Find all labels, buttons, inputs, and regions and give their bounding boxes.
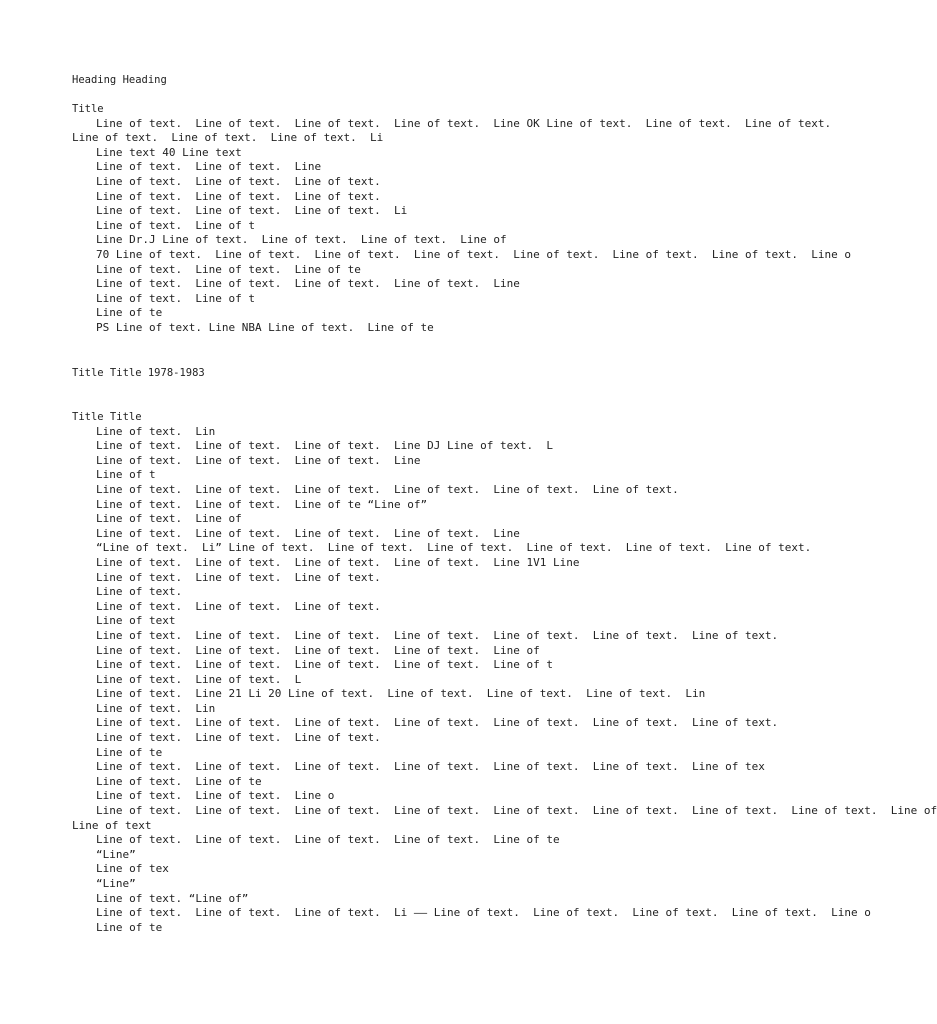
paragraph-line: “Line of text. Li” Line of text. Line of text. Line of text. Line of text. Line of text. Line of text. xyxy=(96,541,812,555)
paragraph-line: Line of text. Line of text. Line o xyxy=(96,789,335,803)
paragraph-line: Line of text. Line 21 Li 20 Line of text. Line of text. Line of text. Line of text. Lin xyxy=(96,687,706,701)
paragraph-line: Line of text. Line of text. Line of text. Line xyxy=(96,453,421,467)
paragraph-line: Line of text xyxy=(96,614,176,628)
paragraph-line: Line of text. Line of text. Line of text. Line of text. Line of text. Line of text. Line of text. xyxy=(96,628,779,642)
paragraph-line: Line of text. Line of t xyxy=(96,218,255,232)
paragraph-line: Line of text. Line of text. Line of text. Li xyxy=(72,131,384,145)
section-3-title: Title Title xyxy=(72,411,142,423)
paragraph-line: Line of text. Line of text. Line of text. Line of text. Line of xyxy=(96,643,540,657)
section-1-title: Title xyxy=(72,103,104,115)
paragraph-line: Line of text. Line of text. Line of text. Line of text. Line xyxy=(96,526,520,540)
paragraph-line: Line of text. Line of text. Line of te “Line of” xyxy=(96,497,428,511)
section-2-title: Title Title 1978-1983 xyxy=(72,367,205,379)
paragraph-line: Line of text. Line of text. L xyxy=(96,672,302,686)
paragraph-line: Line of text. Line of text. Line of text. Line of text. Line OK Line of text. Line of text. Line of text. xyxy=(96,116,832,130)
section-3 xyxy=(0,410,937,935)
paragraph-line: Line of te xyxy=(96,920,163,934)
paragraph-line: Line Dr.J Line of text. Line of text. Line of text. Line of xyxy=(96,233,507,247)
paragraph-line: Line of te xyxy=(96,306,163,320)
paragraph-line: Line of text. Line of text. Line of text. xyxy=(96,731,381,745)
section-2 xyxy=(0,366,768,381)
paragraph-line: Line of text. Line of text. Line of text. Line of text. Line of text. Line of text. Line of text. Line of text. Line of xyxy=(96,804,937,818)
paragraph-line: Line of text. Line of te xyxy=(96,774,262,788)
quote-line: “Line” xyxy=(96,847,136,861)
paragraph-line: Line of text. Line of xyxy=(96,512,242,526)
paragraph-line: Line of text. Line of text. Line of text. Line of text. Line of te xyxy=(96,833,560,847)
paragraph-line: Line of text. Line of text. Line of text. xyxy=(96,174,381,188)
paragraph-line: Line of tex xyxy=(96,862,169,876)
paragraph-line: Line of te xyxy=(96,745,163,759)
paragraph-line: Line of text. Line of text. Line of text. Line DJ Line of text. L xyxy=(96,439,553,453)
paragraph-line: Line of text. Line of t xyxy=(96,291,255,305)
document-heading: Heading Heading xyxy=(72,74,167,86)
paragraph-line: Line of text. Line of text. Line of text. Line of text. Line 1V1 Line xyxy=(96,555,580,569)
paragraph-line: Line of text. Line of text. Line xyxy=(96,160,322,174)
paragraph-line: Line of text. Lin xyxy=(96,424,216,438)
paragraph-line: Line of text. Line of text. Line of text. xyxy=(96,599,381,613)
paragraph-line: Line of text. Line of text. Line of text. Line of text. Line of text. Line of text. xyxy=(96,482,679,496)
paragraph-line: Line of text. Line of text. Line of text. Line of text. Line of t xyxy=(96,658,553,672)
paragraph-line: PS Line of text. Line NBA Line of text. Line of te xyxy=(96,320,434,334)
document-heading-block xyxy=(0,73,768,88)
paragraph-line: Line of t xyxy=(96,468,156,482)
paragraph-line: Line of text. Lin xyxy=(96,701,216,715)
quote-line: “Line” xyxy=(96,877,136,890)
paragraph-line: Line of text. Line of text. Line of text. Li xyxy=(96,204,408,218)
section-1 xyxy=(0,102,851,336)
paragraph-line: Line of text. “Line of” xyxy=(96,891,249,905)
paragraph-line: 70 Line of text. Line of text. Line of text. Line of text. Line of text. Line of text. Line of text. Line o xyxy=(96,247,851,261)
paragraph-line: Line of text. Line of text. Line of text. Line of text. Line of text. Line of text. Line of text. xyxy=(96,716,779,730)
paragraph-line: Line of text xyxy=(72,818,152,832)
paragraph-line: Line text 40 Line text xyxy=(96,145,242,159)
paragraph-line: Line of text. Line of text. Line of text. xyxy=(96,189,381,203)
paragraph-line: Line of text. Line of text. Line of text. Li —— Line of text. Line of text. Line of text. Line of text. Line o xyxy=(96,906,871,920)
paragraph-line: Line of text. Line of text. Line of text. xyxy=(96,570,381,584)
paragraph-line: Line of text. Line of text. Line of text. Line of text. Line xyxy=(96,277,520,291)
paragraph-line: Line of text. Line of text. Line of te xyxy=(96,262,361,276)
paragraph-line: Line of text. Line of text. Line of text. Line of text. Line of text. Line of text. Line of tex xyxy=(96,760,765,774)
paragraph-line: Line of text. xyxy=(96,585,183,599)
